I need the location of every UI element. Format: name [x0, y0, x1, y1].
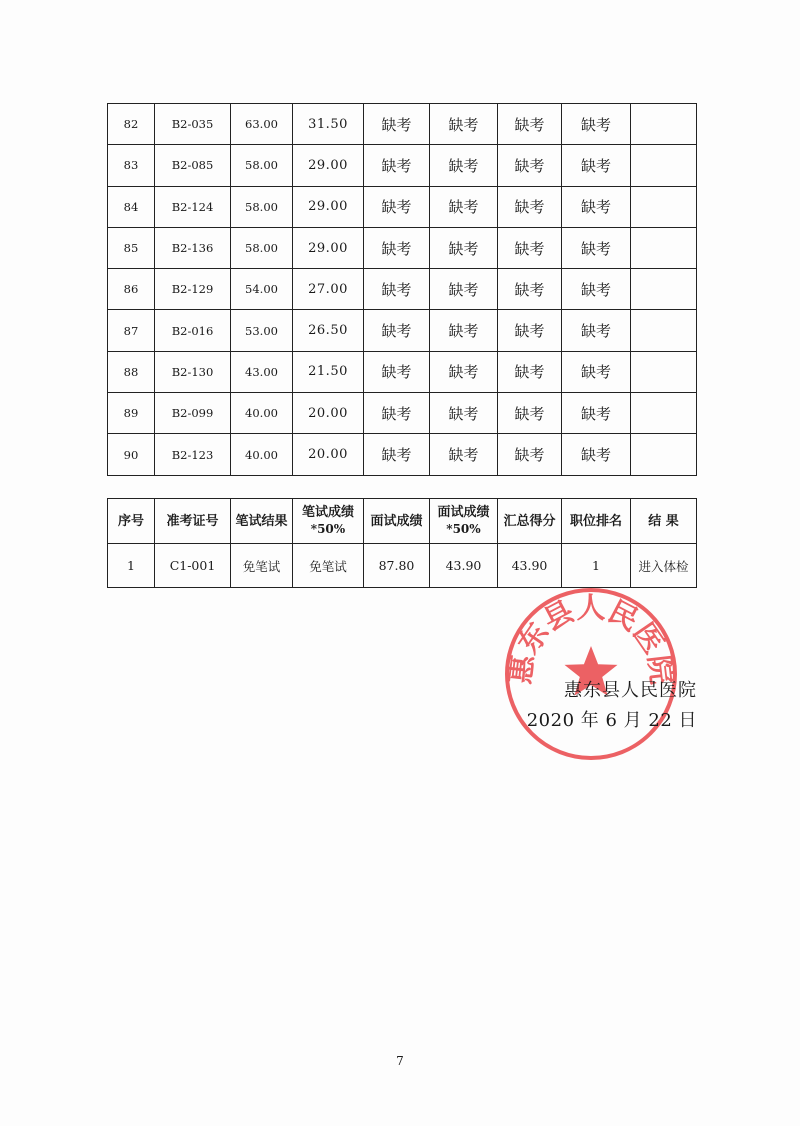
cell-seq: 88	[108, 351, 155, 392]
header-seq: 序号	[108, 499, 155, 544]
cell-written-half: 29.00	[293, 186, 364, 227]
cell-interview-half: 缺考	[430, 186, 498, 227]
cell-interview: 缺考	[364, 393, 430, 434]
table-row	[108, 434, 697, 475]
header-written-half	[293, 499, 364, 544]
cell-result	[631, 351, 697, 392]
cell-rank: 缺考	[562, 186, 631, 227]
table-header-row	[108, 499, 697, 544]
cell-rank: 缺考	[562, 269, 631, 310]
header-interview-half-line2: *50%	[446, 522, 481, 536]
cell-result	[631, 269, 697, 310]
table-row	[108, 310, 697, 351]
cell-exam-id: C1-001	[155, 544, 231, 588]
cell-interview: 缺考	[364, 227, 430, 268]
cell-interview-half: 缺考	[430, 434, 498, 475]
cell-written-half: 27.00	[293, 269, 364, 310]
cell-rank: 1	[562, 544, 631, 588]
cell-written-half: 26.50	[293, 310, 364, 351]
cell-interview: 缺考	[364, 145, 430, 186]
header-result: 结 果	[631, 499, 697, 544]
cell-rank: 缺考	[562, 393, 631, 434]
cell-total: 缺考	[498, 104, 562, 145]
cell-total: 43.90	[498, 544, 562, 588]
cell-interview-half: 缺考	[430, 393, 498, 434]
header-rank: 职位排名	[562, 499, 631, 544]
cell-written: 58.00	[231, 145, 293, 186]
cell-rank: 缺考	[562, 310, 631, 351]
cell-interview: 缺考	[364, 104, 430, 145]
cell-result	[631, 227, 697, 268]
cell-exam-id: B2-124	[155, 186, 231, 227]
cell-written: 40.00	[231, 434, 293, 475]
signature-block	[497, 676, 697, 736]
cell-seq: 89	[108, 393, 155, 434]
cell-written: 53.00	[231, 310, 293, 351]
header-written-half-line2: *50%	[310, 522, 346, 536]
cell-seq: 86	[108, 269, 155, 310]
cell-exam-id: B2-136	[155, 227, 231, 268]
cell-interview-half: 43.90	[430, 544, 498, 588]
table-row	[108, 393, 697, 434]
cell-interview: 87.80	[364, 544, 430, 588]
seal-arc-text: 惠东县人民医院	[502, 590, 680, 686]
cell-exam-id: B2-016	[155, 310, 231, 351]
cell-seq: 85	[108, 227, 155, 268]
cell-total: 缺考	[498, 145, 562, 186]
cell-written-half: 29.00	[293, 145, 364, 186]
cell-written: 免笔试	[231, 544, 293, 588]
cell-seq: 82	[108, 104, 155, 145]
table-row	[108, 104, 697, 145]
cell-result	[631, 393, 697, 434]
table-row	[108, 269, 697, 310]
table-row	[108, 145, 697, 186]
table-row	[108, 351, 697, 392]
cell-written: 63.00	[231, 104, 293, 145]
cell-interview: 缺考	[364, 434, 430, 475]
cell-exam-id: B2-123	[155, 434, 231, 475]
table-row	[108, 227, 697, 268]
cell-written-half: 31.50	[293, 104, 364, 145]
cell-exam-id: B2-130	[155, 351, 231, 392]
header-interview: 面试成绩	[364, 499, 430, 544]
cell-seq: 83	[108, 145, 155, 186]
header-written-half-line1: 笔试成绩	[301, 505, 354, 520]
cell-result	[631, 434, 697, 475]
table-row	[108, 186, 697, 227]
cell-interview: 缺考	[364, 351, 430, 392]
cell-written-half: 21.50	[293, 351, 364, 392]
cell-total: 缺考	[498, 351, 562, 392]
cell-total: 缺考	[498, 434, 562, 475]
cell-exam-id: B2-085	[155, 145, 231, 186]
cell-seq: 87	[108, 310, 155, 351]
cell-interview: 缺考	[364, 269, 430, 310]
cell-interview: 缺考	[364, 310, 430, 351]
cell-written: 58.00	[231, 186, 293, 227]
header-total: 汇总得分	[498, 499, 562, 544]
header-written: 笔试结果	[231, 499, 293, 544]
cell-interview: 缺考	[364, 186, 430, 227]
cell-written: 43.00	[231, 351, 293, 392]
score-table	[107, 103, 697, 476]
cell-result: 进入体检	[631, 544, 697, 588]
cell-result	[631, 145, 697, 186]
cell-exam-id: B2-129	[155, 269, 231, 310]
header-exam-id: 准考证号	[155, 499, 231, 544]
header-interview-half	[430, 499, 498, 544]
cell-seq: 84	[108, 186, 155, 227]
cell-written-half: 免笔试	[293, 544, 364, 588]
cell-interview-half: 缺考	[430, 145, 498, 186]
cell-written: 40.00	[231, 393, 293, 434]
cell-interview-half: 缺考	[430, 310, 498, 351]
table-row	[108, 544, 697, 588]
cell-rank: 缺考	[562, 104, 631, 145]
cell-exam-id: B2-035	[155, 104, 231, 145]
cell-total: 缺考	[498, 310, 562, 351]
cell-total: 缺考	[498, 186, 562, 227]
cell-result	[631, 310, 697, 351]
cell-seq: 1	[108, 544, 155, 588]
cell-result	[631, 104, 697, 145]
cell-interview-half: 缺考	[430, 104, 498, 145]
cell-total: 缺考	[498, 393, 562, 434]
cell-rank: 缺考	[562, 434, 631, 475]
cell-written: 54.00	[231, 269, 293, 310]
cell-rank: 缺考	[562, 351, 631, 392]
cell-total: 缺考	[498, 269, 562, 310]
cell-written-half: 20.00	[293, 393, 364, 434]
cell-written: 58.00	[231, 227, 293, 268]
cell-rank: 缺考	[562, 227, 631, 268]
cell-interview-half: 缺考	[430, 269, 498, 310]
signature-org: 惠东县人民医院	[564, 680, 697, 701]
cell-seq: 90	[108, 434, 155, 475]
c1-table	[107, 498, 697, 588]
cell-written-half: 20.00	[293, 434, 364, 475]
cell-interview-half: 缺考	[430, 351, 498, 392]
cell-rank: 缺考	[562, 145, 631, 186]
header-interview-half-line1: 面试成绩	[437, 505, 490, 520]
cell-written-half: 29.00	[293, 227, 364, 268]
signature-date: 2020 年 6 月 22 日	[526, 710, 697, 731]
official-seal	[502, 585, 680, 763]
cell-result	[631, 186, 697, 227]
cell-exam-id: B2-099	[155, 393, 231, 434]
page-number: 7	[396, 1054, 404, 1068]
cell-interview-half: 缺考	[430, 227, 498, 268]
cell-total: 缺考	[498, 227, 562, 268]
